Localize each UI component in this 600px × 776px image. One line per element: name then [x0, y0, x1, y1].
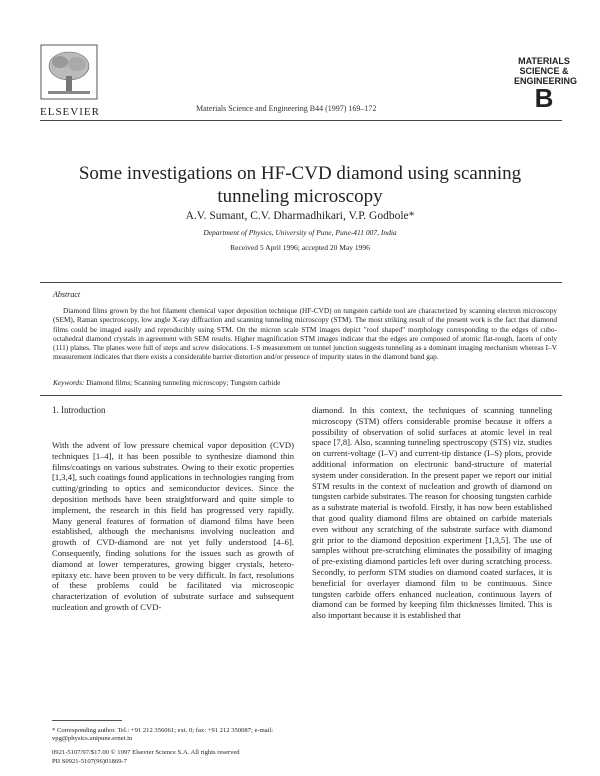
author-affiliation: Department of Physics, University of Pune, Pune-411 007, India — [203, 228, 397, 237]
brand-letter: B — [534, 83, 554, 113]
abstract-top-rule — [40, 282, 562, 283]
abstract-bottom-rule — [40, 395, 562, 396]
keywords-text: Diamond films; Scanning tunneling microscopy; Tungsten carbide — [86, 378, 281, 387]
footnote-rule — [52, 720, 122, 721]
body-column-right: diamond. In this context, the techniques of scanning tunneling microscopy (STM) offers considerable promise because it offers a possibility of observation of solid surfaces at atomic level in real space [7,8]. Also, scanning tunneling spectroscopy (STS) viz. studies on current-voltage (I–V) and current-tip distance (I–S) plots, provide additional information on electronic band-structure of material system under consideration. In the present paper we report our initial STM results in the context of nucleation and growth of diamond on tungsten carbide substrates. The reason for choosing tungsten carbide as a substrate material is twofold. Firstly, it has now been established that good quality diamond films are obtained on carbide materials even without any scratching of the substrate surface with diamond grit prior to the diamond deposition experiment [1,3,5]. The use of samples without pre-scratching eliminates the possibility of imaging of pre-existing diamond particles left over during scratching process. Secondly, to perform STM studies on diamond coated surfaces, it is beneficial for overlayer diamond film to be continuous. Since tungsten carbide offers enhanced nucleation, continuous layers of diamond can be formed by keeping film thicknesses limited. This is also important because it is established that — [312, 405, 552, 621]
journal-brand — [514, 56, 578, 113]
copyright-block — [52, 748, 240, 766]
pii-line: PII S0921-5107(96)01869-7 — [52, 758, 127, 765]
body-column-left: With the advent of low pressure chemical vapor deposition (CVD) techniques [1–4], it has been possible to synthesize diamond thin films/coatings on various substrates. Owing to their exotic properties [1,3,4], such coatings found applications in technologies ranging from cutting/grinding to optics and semiconductor devices. Since the deposition methods have been straightforward and quite simple to implement, the research in this field has progressed very rapidly. Many general features of formation of diamond films have been established, although the mechanisms involving nucleation and growth of CVD-diamond are not yet fully understood [4–6]. Consequently, finding solutions for the issues such as growth of diamond at lower temperatures, growing bigger crystals, hetero-epitaxy etc. have been proven to be very difficult. In fact, resolutions of these problems could be facilitated via microscopic characterization of evolution of substrate surface and subsequent nucleation and growth of CVD- — [52, 440, 294, 612]
article-authors: A.V. Sumant, C.V. Dharmadhikari, V.P. Godbole* — [185, 210, 415, 222]
header-rule — [40, 120, 562, 121]
received-dates: Received 5 April 1996; accepted 20 May 1996 — [230, 243, 370, 252]
keywords-line — [53, 378, 557, 387]
publisher-name: ELSEVIER — [40, 106, 100, 118]
section-heading-introduction: 1. Introduction — [52, 405, 106, 415]
article-title: Some investigations on HF-CVD diamond using scanning tunneling microscopy — [78, 163, 522, 207]
journal-citation: Materials Science and Engineering B44 (1997) 169–172 — [196, 104, 377, 113]
brand-line-2: SCIENCE & — [519, 66, 569, 76]
elsevier-tree-logo — [40, 44, 98, 100]
issn-copyright-line: 0921-5107/97/$17.00 © 1997 Elsevier Science S.A. All rights reserved — [52, 749, 240, 756]
corresponding-author-footnote: * Corresponding author. Tel.: +91 212 356061; ext. 0; fax: +91 212 350087; e-mail: vpg@physics.unipune.ernet.in — [52, 727, 274, 742]
abstract-text: Diamond films grown by the hot filament chemical vapor deposition technique (HF-CVD) on tungsten carbide tool are characterized by scanning electron microscopy (SEM), Raman spectroscopy, low angle X-ray diffraction and scanning tunneling microscopy (STM). The most striking result of the present work is the fact that diamond films could be imaged easily and reproducibly using STM. On the micron scale STM images depict "roof shaped" morphology corresponding to the edges of cubo-octahedral diamond crystals in agreement with SEM results. Higher magnification STM images indicate that the edges are composed of atomic flat-rough, facets of only (111) planes. The planes were full of steps and screw dislocations. I–S measurement on tunnel junction suggests tunneling as a dominant imaging mechanism whereas I–V measurement indicates that there exists a considerable barrier distortion and/or presence of impurity states in the diamond band gap. — [53, 306, 557, 362]
abstract-label: Abstract — [53, 290, 81, 299]
keywords-label: Keywords: — [53, 378, 85, 387]
brand-line-1: MATERIALS — [518, 56, 570, 66]
brand-line-3: ENGINEERING — [514, 76, 578, 86]
